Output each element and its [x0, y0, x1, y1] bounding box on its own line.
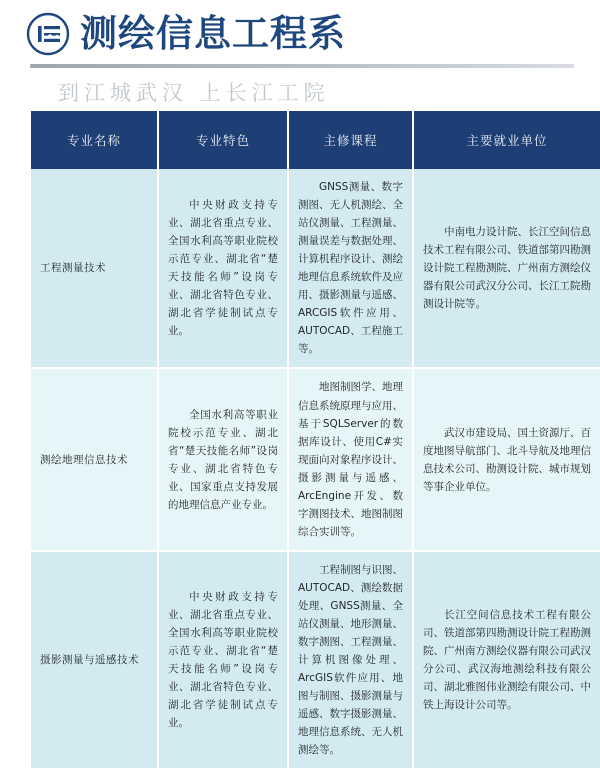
- cell-text: 中南电力设计院、长江空间信息技术工程有限公司、铁道部第四勘测设计院工程勘测院、广州南方测绘仪器有限公司武汉分公司、长江工院勘测设计院等。: [423, 226, 591, 311]
- title-divider: [30, 64, 574, 68]
- cell-text: 长江空间信息技术工程有限公司、铁道部第四勘测设计院工程勘测院、广州南方测绘仪器有限公司武汉分公司、武汉海地测绘科技有限公司、湖北雅图伟业测绘有限公司、中铁上海设计公司等。: [423, 609, 591, 712]
- cell-text: 中央财政支持专业、湖北省重点专业、全国水利高等职业院校示范专业、湖北省“楚天技能名师”设岗专业、湖北省特色专业、湖北省学徒制试点专业。: [168, 199, 278, 338]
- cell-main-courses: [289, 369, 414, 551]
- page-header: [0, 0, 600, 105]
- table-header-row: [31, 111, 600, 169]
- majors-table-container: [31, 111, 600, 770]
- page-title: 测绘信息工程系: [80, 12, 346, 55]
- column-header-major-name: 专业名称: [31, 111, 159, 169]
- cell-major-name: 测绘地理信息技术: [31, 369, 159, 551]
- cell-employers: [414, 169, 600, 369]
- column-header-employers: 主要就业单位: [414, 111, 600, 169]
- department-emblem-icon: [26, 12, 70, 56]
- cell-text: 地图制图学、地理信息系统原理与应用、基于SQLServer的数据库设计、使用C#实现面向对象程序设计、摄影测量与遥感、ArcEngine开发、数字测图技术、地图制图综合实训等。: [298, 381, 403, 538]
- cell-main-courses: [289, 169, 414, 369]
- cell-major-features: [159, 169, 289, 369]
- cell-employers: [414, 369, 600, 551]
- cell-text: GNSS测量、数字测图、无人机测绘、全站仪测量、工程测量、测量误差与数据处理、计算机程序设计、测绘地理信息系统软件及应用、摄影测量与遥感、ARCGIS软件应用、AUTOCAD、工程施工等。: [298, 181, 403, 356]
- cell-text: 中央财政支持专业、湖北省重点专业、全国水利高等职业院校示范专业、湖北省“楚天技能名师”设岗专业、湖北省特色专业、湖北省学徒制试点专业。: [168, 590, 278, 730]
- cell-text: 武汉市建设局、国土资源厅、百度地图导航部门、北斗导航及地理信息技术公司、勘测设计院、城市规划等事企业单位。: [423, 426, 591, 493]
- cell-main-courses: [289, 552, 414, 770]
- table-row: [31, 552, 600, 770]
- cell-major-features: [159, 369, 289, 551]
- table-row: [31, 369, 600, 551]
- cell-text: 工程制图与识图、AUTOCAD、测绘数据处理、GNSS测量、全站仪测量、地形测量、数字测图、工程测量、计算机图像处理、ArcGIS软件应用、地图与制图、摄影测量与遥感、数字摄影测量、地理信息系统、无人机测绘等。: [298, 563, 403, 757]
- brand-row: [0, 8, 600, 60]
- column-header-main-courses: 主修课程: [289, 111, 414, 169]
- page-subtitle: 到江城武汉 上长江工院: [58, 81, 330, 105]
- majors-table: [31, 111, 600, 770]
- table-body: [31, 169, 600, 770]
- cell-employers: [414, 552, 600, 770]
- cell-major-name: 工程测量技术: [31, 169, 159, 369]
- cell-major-name: 摄影测量与遥感技术: [31, 552, 159, 770]
- cell-major-features: [159, 552, 289, 770]
- table-header: [31, 111, 600, 169]
- cell-text: 全国水利高等职业院校示范专业、湖北省“楚天技能名师”设岗专业、湖北省特色专业、国家重点支持发展的地理信息产业专业。: [168, 408, 278, 511]
- column-header-major-features: 专业特色: [159, 111, 289, 169]
- table-row: [31, 169, 600, 369]
